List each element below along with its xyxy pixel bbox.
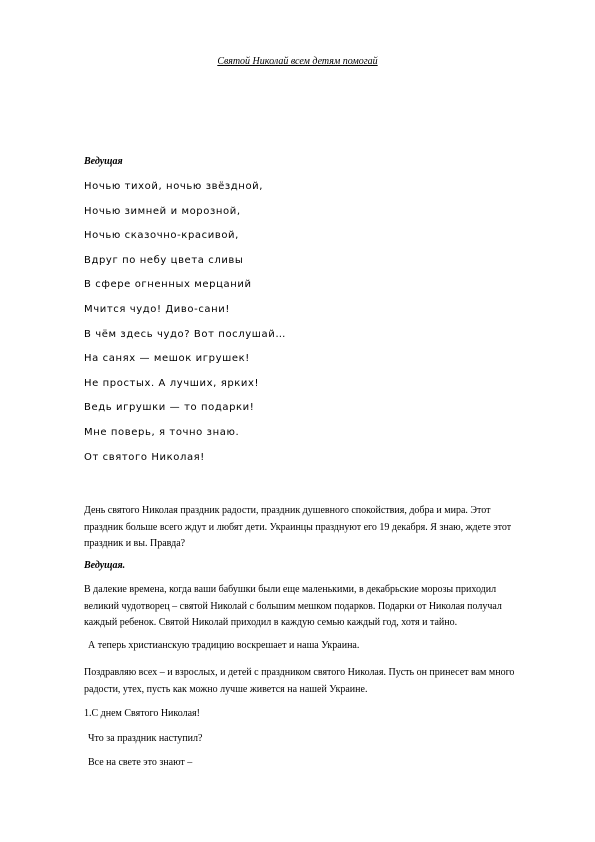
speaker-label: Ведущая [84, 156, 123, 167]
poem-line: Ночью зимней и морозной, [84, 205, 241, 217]
poem-line: В чём здесь чудо? Вот послушай… [84, 328, 286, 340]
poem-line: Не простых. А лучших, ярких! [84, 377, 260, 389]
text-line: Все на свете это знают – [88, 757, 193, 768]
text-line: 1.С днем Святого Николая! [84, 708, 200, 719]
poem-line: В сфере огненных мерцаний [84, 279, 252, 291]
poem-line: Вдруг по небу цвета сливы [84, 254, 244, 266]
text-line: Что за праздник наступил? [88, 733, 203, 744]
poem-line: На санях — мешок игрушек! [84, 353, 250, 365]
poem-line: От святого Николая! [84, 451, 205, 463]
paragraph: День святого Николая праздник радости, праздник душевного спокойствия, добра и мира. Этот праздник больше всего ждут и любят дети. Украинцы празднуют его 19 декабря. Я знаю, ждете этот праздник и вы. Правда? [84, 505, 512, 549]
poem-line: Мне поверь, я точно знаю. [84, 426, 240, 438]
paragraph: В далекие времена, когда ваши бабушки были еще маленькими, в декабрьские морозы приходил великий чудотворец – святой Николай с большим мешком подарков. Подарки от Николая получал каждый ребенок. Святой Николай приходил в каждую семью каждый год, хотя и тайно. [84, 584, 502, 628]
poem-line: Мчится чудо! Диво-сани! [84, 303, 231, 315]
poem-line: Ночью тихой, ночью звёздной, [84, 181, 264, 192]
document-title: Святой Николай всем детям помогай [217, 56, 378, 67]
paragraph: А теперь христианскую традицию воскрешает и наша Украина. [88, 640, 360, 651]
poem-line: Ведь игрушки — то подарки! [84, 402, 255, 414]
speaker-label: Ведущая. [84, 560, 126, 571]
poem-line: Ночью сказочно-красивой, [84, 230, 239, 242]
paragraph: Поздравляю всех – и взрослых, и детей с праздником святого Николая. Пусть он принесет вам много радости, утех, пусть как можно лучше живется на нашей Украине. [84, 667, 515, 695]
poem [84, 180, 286, 475]
